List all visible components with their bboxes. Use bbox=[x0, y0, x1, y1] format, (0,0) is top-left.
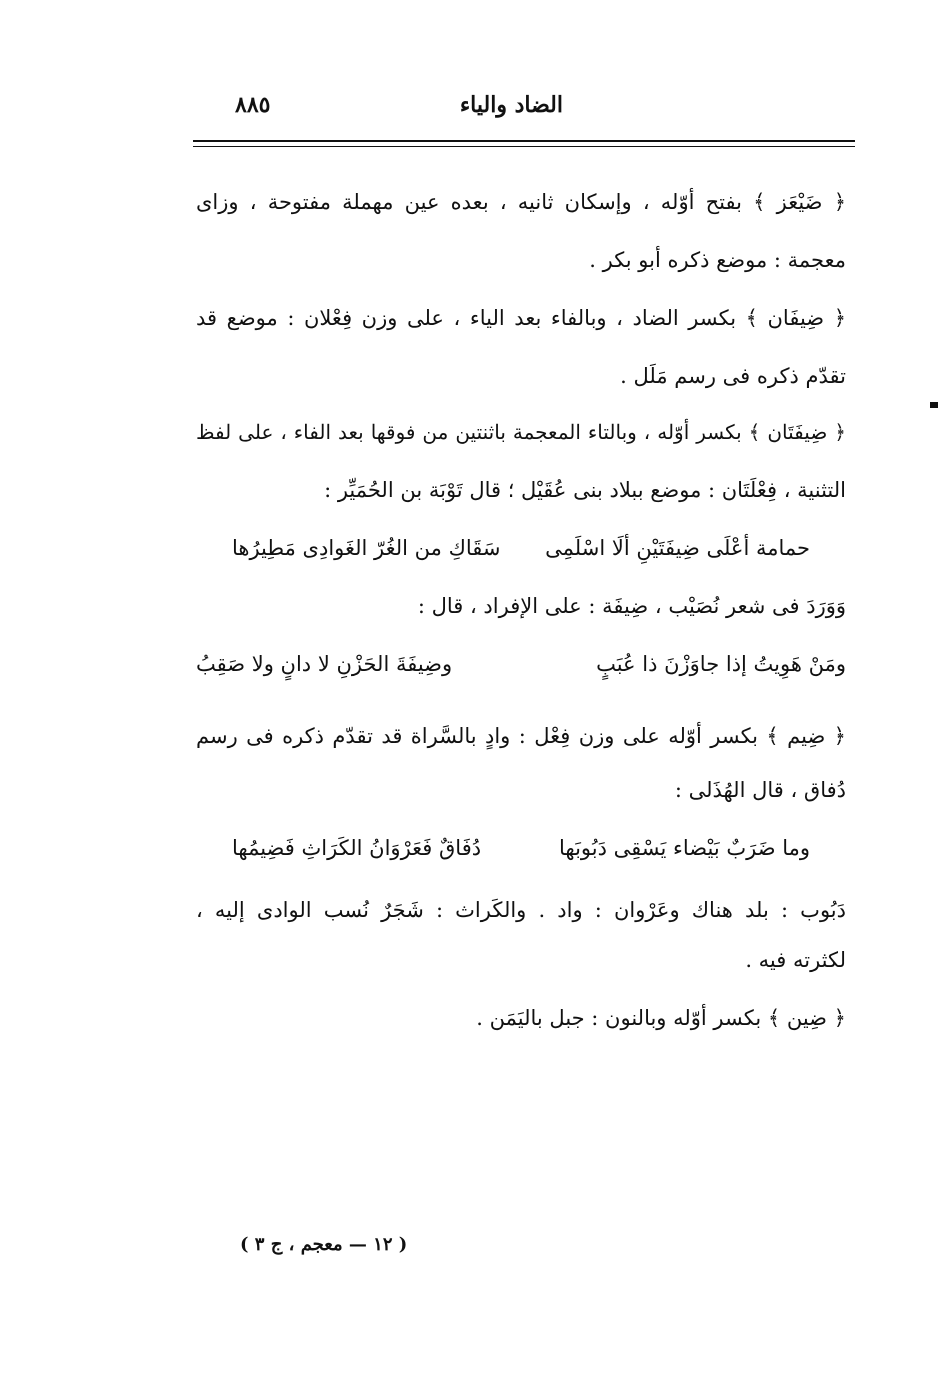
page-number: ٨٨٥ bbox=[235, 92, 271, 118]
verse-hemistich: وضِيفَةَ الحَزْنِ لا دانٍ ولا صَقِبُ bbox=[196, 652, 453, 676]
margin-mark bbox=[930, 402, 938, 408]
entry-line: دُفاق ، قال الهُذَلى : bbox=[674, 778, 846, 802]
entry-line: التثنية ، فِعْلَتَان : موضع ببلاد بنى عُقَيْل ؛ قال تَوْبَة بن الحُمَيِّر : bbox=[324, 478, 846, 502]
entry-line: تقدّم ذكره فى رسم مَلَل . bbox=[620, 364, 846, 388]
header-rule bbox=[193, 140, 855, 142]
entry-line: ﴿ ضِيم ﴾ بكسر أوّله على وزن فِعْل : وادٍ بالسَّراة قد تقدّم ذكره فى رسم bbox=[196, 724, 846, 748]
entry-line: لكثرته فيه . bbox=[745, 948, 846, 972]
signature-mark: ( ١٢ — معجم ، ج ٣ ) bbox=[240, 1234, 408, 1255]
verse-hemistich: ومَنْ هَوِيتُ إذا جاوَزْنَ ذا عُبَبٍ bbox=[596, 652, 846, 676]
entry-line: ﴿ ضِين ﴾ بكسر أوّله وبالنون : جبل باليَمَن . bbox=[476, 1006, 846, 1030]
entry-line: ﴿ ضِيفَتَان ﴾ بكسر أوّله ، وبالتاء المعجمة باثنتين من فوقها بعد الفاء ، على لفظ bbox=[196, 420, 846, 444]
page-header bbox=[195, 92, 853, 132]
verse-hemistich: وما ضَرَبٌ بَيْضاء يَسْقِى دَبُوبَها bbox=[558, 836, 810, 860]
entry-line: ﴿ ضِيفَان ﴾ بكسر الضاد ، وبالفاء بعد الياء ، على وزن فِعْلان : موضع قد bbox=[196, 306, 846, 330]
entry-line: دَبُوب : بلد هناك وعَرْوان : واد . والكَراث : شَجَرٌ نُسب الوادى إليه ، bbox=[196, 898, 846, 922]
running-title: الضاد والياء bbox=[459, 92, 563, 118]
entry-line: وَوَرَدَ فى شعر نُصَيْب ، ضِيفَة : على الإفراد ، قال : bbox=[417, 594, 846, 618]
entry-line: معجمة : موضع ذكره أبو بكر . bbox=[589, 248, 846, 272]
verse-hemistich: حمامة أعْلَى ضِيفَتَيْنِ ألَا اسْلَمِى bbox=[545, 536, 810, 560]
entry-line: ﴿ ضَيْعَز ﴾ بفتح أوّله ، وإسكان ثانيه ، بعده عين مهملة مفتوحة ، وزاى bbox=[196, 190, 846, 214]
header-rule-thin bbox=[193, 146, 855, 147]
verse-hemistich: سَقَاكِ من الغُرّ الغَوادِى مَطِيرُها bbox=[232, 536, 501, 560]
verse-hemistich: دُفَاقٌ فَعَرْوَانُ الكَرَاثِ فَضِيمُها bbox=[232, 836, 482, 860]
